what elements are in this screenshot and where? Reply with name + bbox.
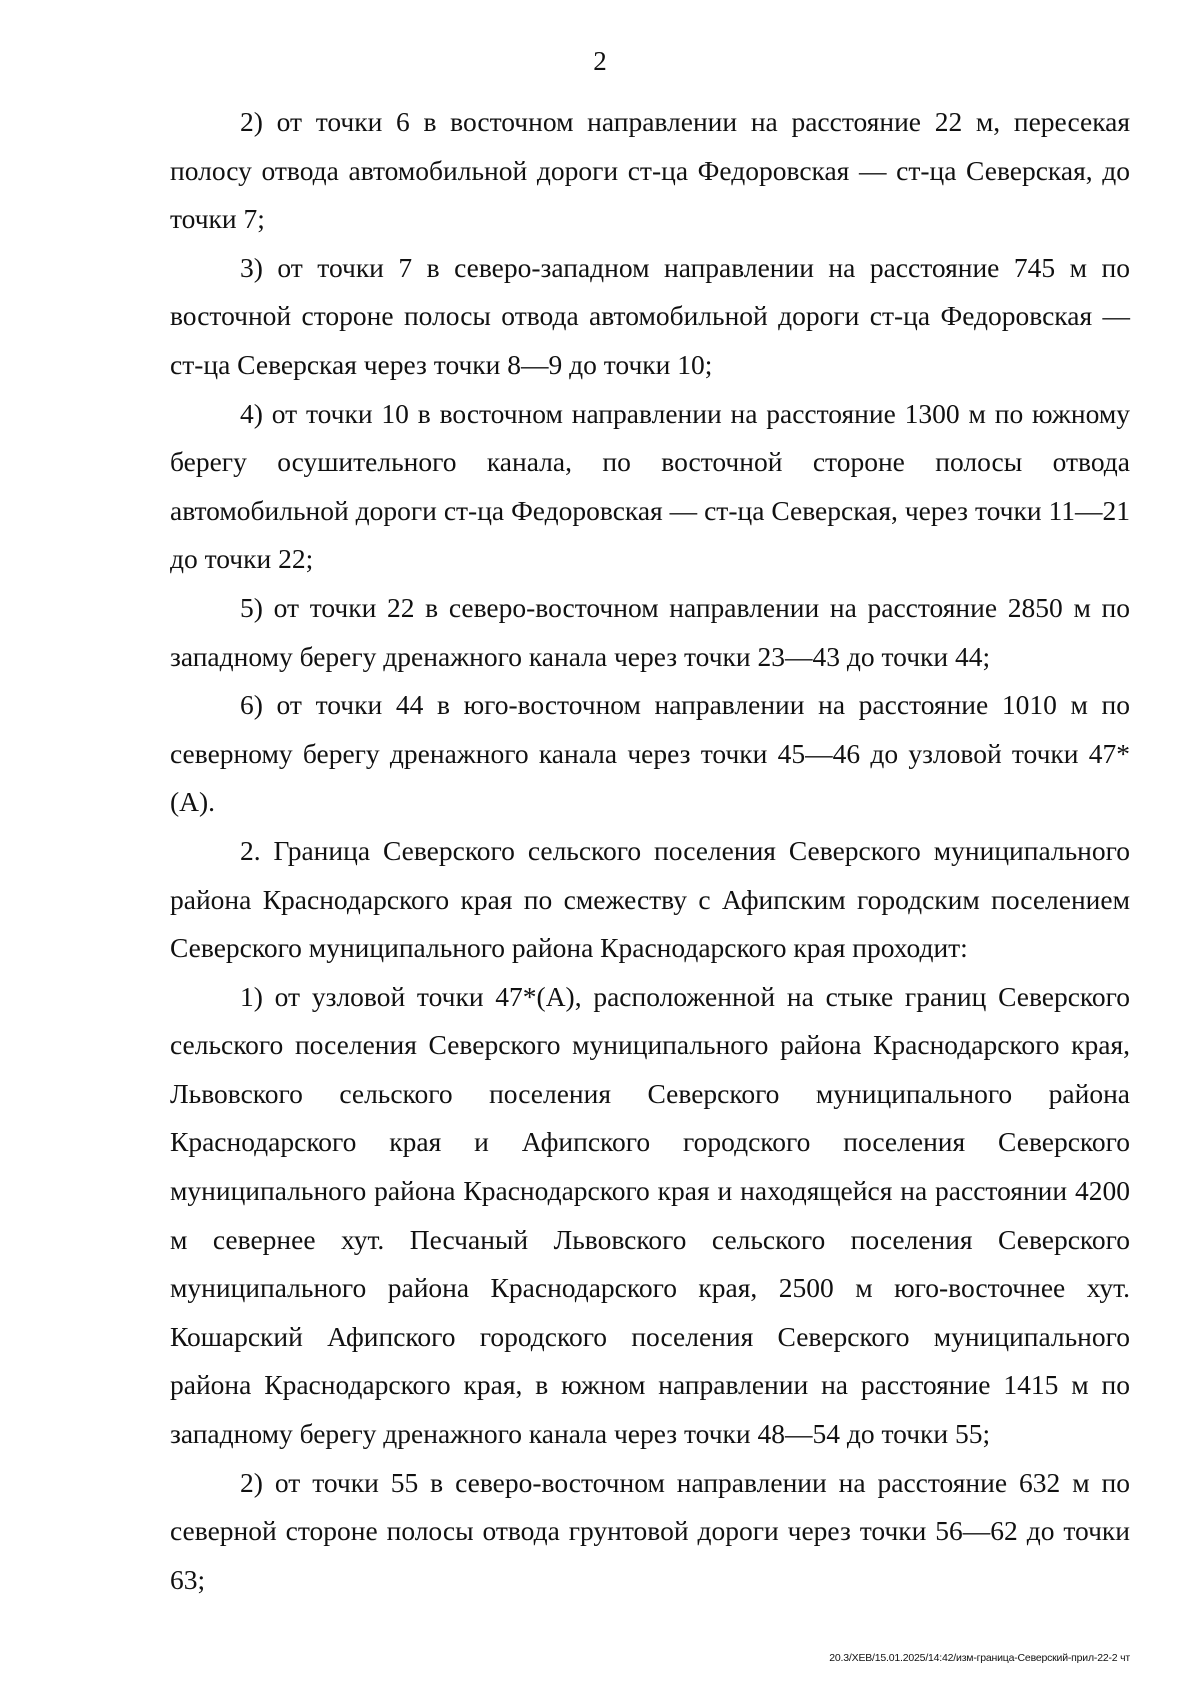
section-2-item-2: 2) от точки 55 в северо-восточном направлении на расстояние 632 м по северной стороне полосы отвода грунтовой дороги через точки 56—62 до точки 63; xyxy=(170,1466,1130,1595)
paragraph-item-4: 4) от точки 10 в восточном направлении на расстояние 1300 м по южному берегу осушительного канала, по восточной стороне полосы отвода автомобильной дороги ст-ца Федоровская — ст-ца Северская, через точки 11—21 до точки 22; xyxy=(170,397,1130,575)
section-2-item-1: 1) от узловой точки 47*(А), расположенной на стыке границ Северского сельского поселения Северского муниципального района Краснодарского края, Львовского сельского поселения Северского муниципального района Краснодарского края и Афипского городского поселения Северского муниципального района Краснодарского края и находящейся на расстоянии 4200 м севернее хут. Песчаный Львовского сельского поселения Северского муниципального района Краснодарского края, 2500 м юго-восточнее хут. Кошарский Афипского городского поселения Северского муниципального района Краснодарского края, в южном направлении на расстояние 1415 м по западному берегу дренажного канала через точки 48—54 до точки 55; xyxy=(170,980,1130,1450)
paragraph-item-3: 3) от точки 7 в северо-западном направлении на расстояние 745 м по восточной стороне полосы отвода автомобильной дороги ст-ца Федоровская — ст-ца Северская через точки 8—9 до точки 10; xyxy=(170,251,1130,380)
document-body xyxy=(170,98,1130,1604)
paragraph-item-6: 6) от точки 44 в юго-восточном направлении на расстояние 1010 м по северному берегу дренажного канала через точки 45—46 до узловой точки 47*(А). xyxy=(170,689,1130,818)
paragraph-item-5: 5) от точки 22 в северо-восточном направлении на расстояние 2850 м по западному берегу дренажного канала через точки 23—43 до точки 44; xyxy=(170,591,1130,672)
page-number: 2 xyxy=(593,46,607,76)
document-footer-code: 20.3/ХЕВ/15.01.2025/14:42/изм-граница-Северский-прил-22-2 чт xyxy=(829,1652,1130,1664)
section-2-heading-paragraph: 2. Граница Северского сельского поселения Северского муниципального района Краснодарского края по смежеству с Афипским городским поселением Северского муниципального района Краснодарского края проходит: xyxy=(170,834,1130,964)
paragraph-item-2: 2) от точки 6 в восточном направлении на расстояние 22 м, пересекая полосу отвода автомобильной дороги ст-ца Федоровская — ст-ца Северская, до точки 7; xyxy=(170,106,1130,235)
